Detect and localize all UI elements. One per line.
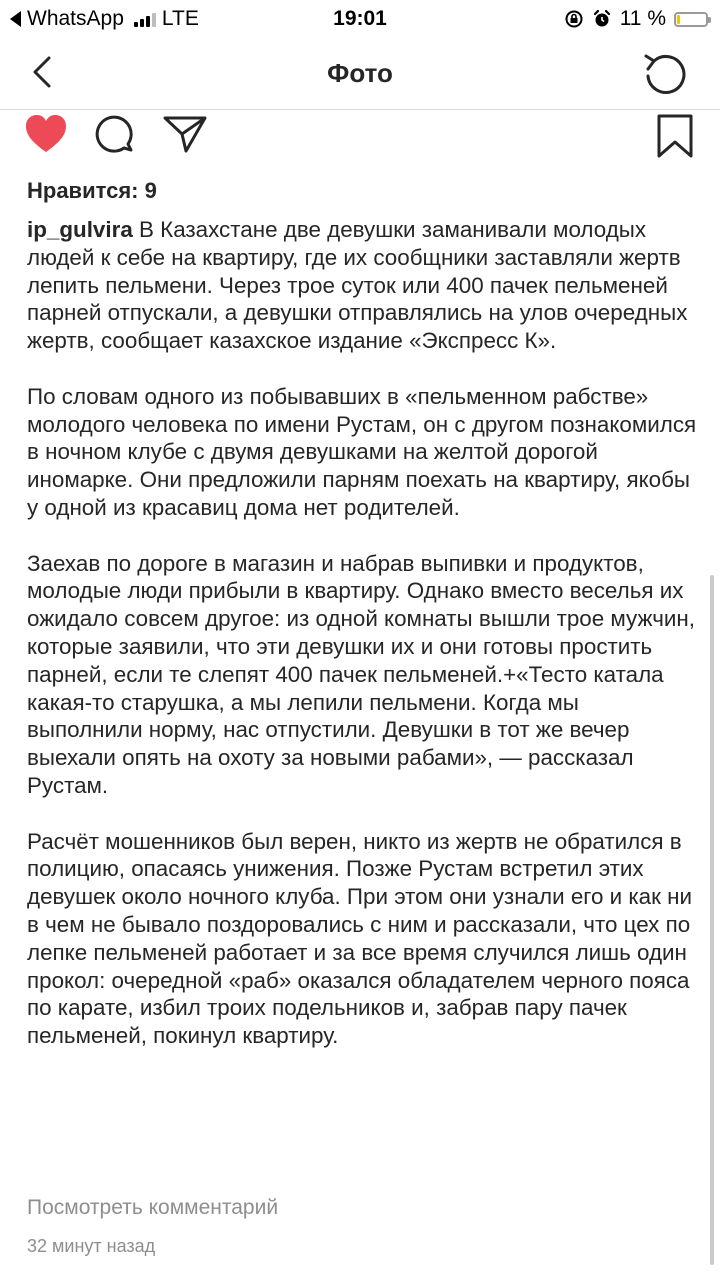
battery-icon (674, 12, 708, 27)
send-icon[interactable] (162, 114, 208, 154)
orientation-lock-icon (564, 9, 584, 29)
caption-paragraph: Расчёт мошенников был верен, никто из жертв не обратился в полицию, опасаясь унижения. Позже Рустам встретил этих девушек около ночного клуба. При этом они узнали его и как ни в чем не бывало поздоровались с ним и рассказали, что цех по лепке пельменей работает и за все время случился лишь один прокол: очередной «раб» оказался обладателем черного пояса по карате, избил троих подельников и, забрав пару пачек пельменей, покинул квартиру. (27, 828, 692, 1049)
post-timestamp: 32 минут назад (27, 1236, 156, 1256)
caption-paragraph (27, 216, 699, 355)
heart-icon[interactable] (24, 114, 68, 154)
status-back-app-label: WhatsApp (27, 7, 124, 30)
bookmark-icon[interactable] (655, 114, 695, 158)
post-username[interactable]: ip_gulvira (27, 217, 133, 242)
network-type: LTE (161, 7, 199, 30)
refresh-icon[interactable] (640, 50, 690, 98)
status-bar (0, 0, 720, 38)
scroll-indicator[interactable] (710, 575, 714, 1265)
battery-level-fill (677, 15, 680, 24)
post-actions (0, 112, 720, 162)
battery-percent: 11 % (619, 7, 666, 30)
view-comments-link[interactable]: Посмотреть комментарий (27, 1196, 279, 1219)
caption-paragraph: Заехав по дороге в магазин и набрав выпивки и продуктов, молодые люди прибыли в квартиру. Однако вместо веселья их ожидало совсем другое: из одной комнаты вышли трое мужчин, которые заявили, что эти девушки их и они готовы простить парней, если те слепят 400 пачек пельменей.+«Тесто катала какая-то старушка, а мы лепили пельмени. Когда мы выполнили норму, нас отпустили. Девушки в тот же вечер выехали опять на охоту за новыми рабами», — рассказал Рустам. (27, 550, 695, 798)
navigation-bar (0, 38, 720, 110)
page-title: Фото (327, 58, 393, 88)
comment-icon[interactable] (95, 114, 139, 158)
alarm-icon (592, 9, 612, 29)
likes-count[interactable]: Нравится: 9 (27, 178, 157, 203)
status-time: 19:01 (333, 7, 387, 30)
post-caption (27, 216, 699, 1050)
caption-text: В Казахстане две девушки заманивали молодых людей к себе на квартиру, где их сообщники заставляли жертв лепить пельмени. Через трое суток или 400 пачек пельменей парней отпускали, а девушки отправлялись на улов очередных жертв, сообщает казахское издание «Экспресс К». (27, 217, 688, 354)
caption-paragraph: По словам одного из побывавших в «пельменном рабстве» молодого человека по имени Рустам, он с другом познакомился в ночном клубе с двумя девушками на желтой дорогой иномарке. Они предложили парням поехать на квартиру, якобы у одной из красавиц дома нет родителей. (27, 383, 697, 520)
